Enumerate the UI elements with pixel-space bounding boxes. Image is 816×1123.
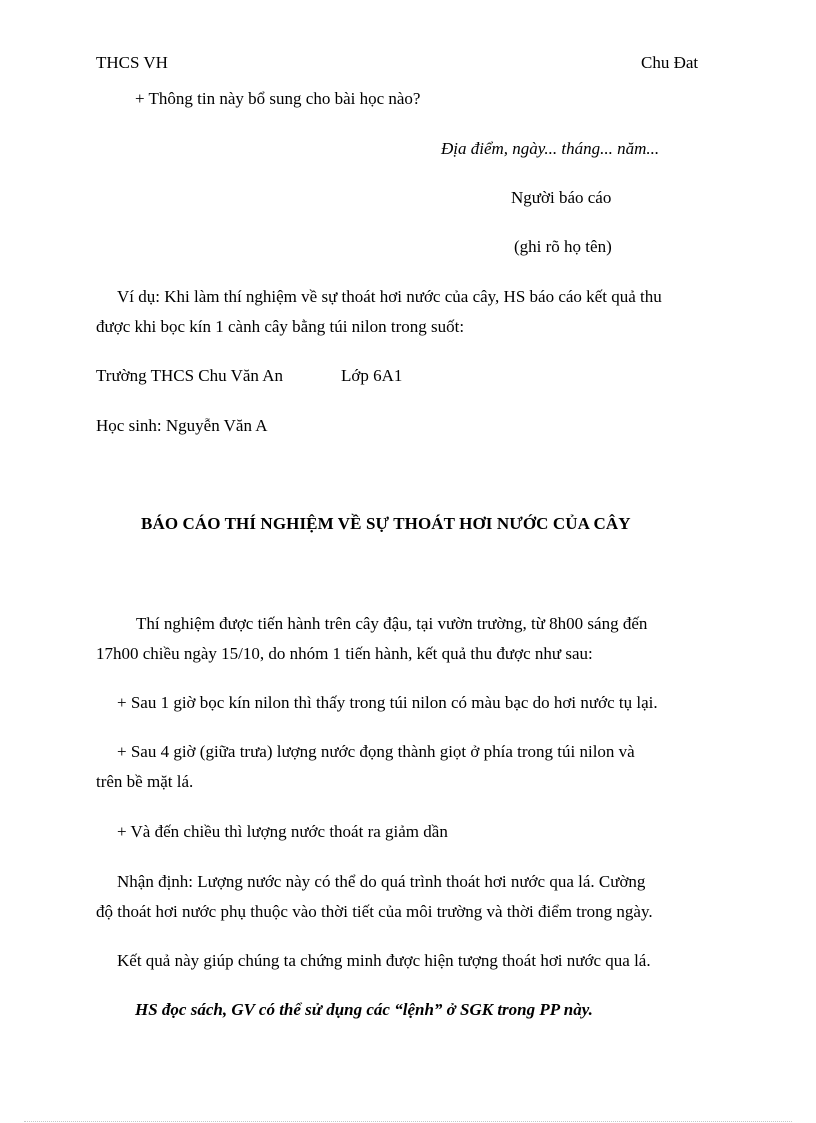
result-item-1: + Sau 1 giờ bọc kín nilon thì thấy trong túi nilon có màu bạc do hơi nước tụ lại. <box>117 693 658 712</box>
header-left: THCS VH <box>96 53 168 72</box>
assessment-line-1: Nhận định: Lượng nước này có thể do quá trình thoát hơi nước qua lá. Cường <box>117 872 646 891</box>
result-item-3: + Và đến chiều thì lượng nước thoát ra giảm dần <box>117 822 448 841</box>
result-item-2-line-1: + Sau 4 giờ (giữa trưa) lượng nước đọng thành giọt ở phía trong túi nilon và <box>117 742 635 761</box>
report-title: BÁO CÁO THÍ NGHIỆM VỀ SỰ THOÁT HƠI NƯỚC CỦA CÂY <box>141 514 631 533</box>
school-name: Trường THCS Chu Văn An <box>96 366 283 385</box>
reporter-label: Người báo cáo <box>511 188 612 207</box>
header-right: Chu Đat <box>641 53 699 72</box>
teacher-note: HS đọc sách, GV có thể sử dụng các “lệnh” ở SGK trong PP này. <box>135 1000 593 1019</box>
result-item-2-line-2: trên bề mặt lá. <box>96 772 194 791</box>
class-name: Lớp 6A1 <box>341 366 403 385</box>
place-date-line: Địa điểm, ngày... tháng... năm... <box>441 139 660 158</box>
paragraph-1-line-1: Thí nghiệm được tiến hành trên cây đậu, tại vườn trường, từ 8h00 sáng đến <box>136 614 648 633</box>
name-hint: (ghi rõ họ tên) <box>514 237 612 256</box>
intro-question: + Thông tin này bổ sung cho bài học nào? <box>135 89 421 108</box>
example-line-1: Ví dụ: Khi làm thí nghiệm về sự thoát hơi nước của cây, HS báo cáo kết quả thu <box>117 287 662 306</box>
conclusion: Kết quả này giúp chúng ta chứng minh được hiện tượng thoát hơi nước qua lá. <box>117 951 651 970</box>
assessment-line-2: độ thoát hơi nước phụ thuộc vào thời tiết của môi trường và thời điểm trong ngày. <box>96 902 653 921</box>
example-line-2: được khi bọc kín 1 cành cây bằng túi nilon trong suốt: <box>96 317 465 336</box>
page-bottom-divider <box>24 1121 792 1122</box>
paragraph-1-line-2: 17h00 chiều ngày 15/10, do nhóm 1 tiến hành, kết quả thu được như sau: <box>96 644 593 663</box>
student-name: Học sinh: Nguyễn Văn A <box>96 416 268 435</box>
